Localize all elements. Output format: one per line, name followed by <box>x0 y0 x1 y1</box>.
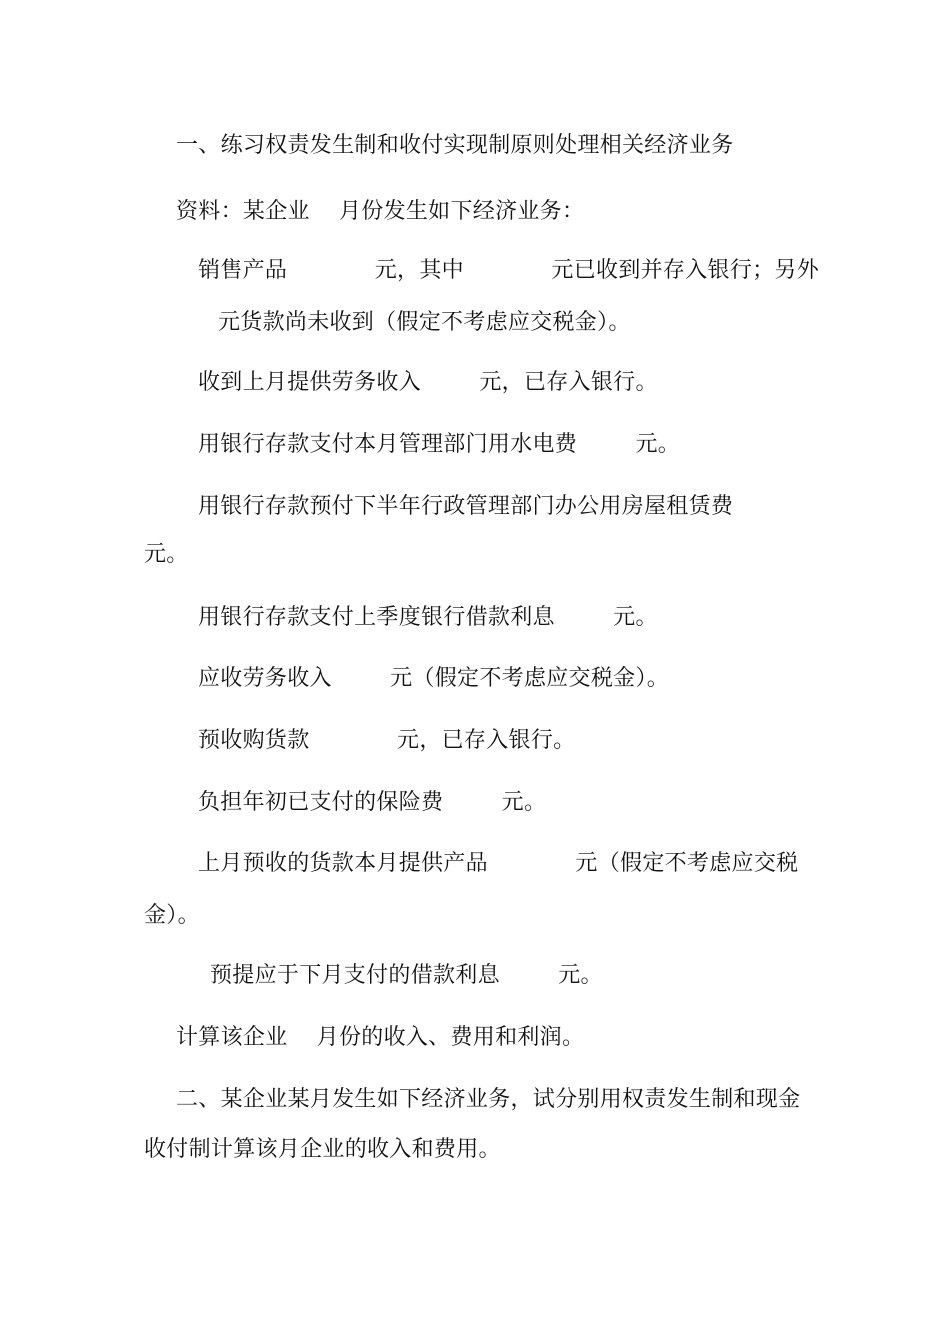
item-rent-line-2: 元。 <box>144 542 189 567</box>
task-calculate: 计算该企业 月份的收入、费用和利润。 <box>176 1025 585 1050</box>
item-utilities: 用银行存款支付本月管理部门用水电费 元。 <box>198 432 681 457</box>
item-prepaid-goods-line-2: 金）。 <box>144 903 200 928</box>
item-rent-line-1: 用银行存款预付下半年行政管理部门办公用房屋租赁费 <box>198 494 734 519</box>
item-advance-receipt: 预收购货款 元，已存入银行。 <box>198 728 576 753</box>
item-prepaid-goods-line-1: 上月预收的货款本月提供产品 元（假定不考虑应交税 <box>198 851 799 876</box>
section-heading-2-line-2: 收付制计算该月企业的收入和费用。 <box>144 1137 501 1162</box>
item-receivable: 应收劳务收入 元（假定不考虑应交税金）。 <box>198 666 670 691</box>
item-sales-line-2: 元货款尚未收到（假定不考虑应交税金）。 <box>218 310 631 335</box>
item-accrued-interest: 预提应于下月支付的借款利息 元。 <box>210 963 603 988</box>
item-interest-paid: 用银行存款支付上季度银行借款利息 元。 <box>198 605 658 630</box>
section-heading-2-line-1: 二、某企业某月发生如下经济业务，试分别用权责发生制和现金 <box>176 1087 801 1112</box>
item-sales-line-1: 销售产品 元，其中 元已收到并存入银行；另外 <box>198 258 820 283</box>
materials-intro: 资料：某企业 月份发生如下经济业务： <box>176 199 585 224</box>
section-heading-1: 一、练习权责发生制和收付实现制原则处理相关经济业务 <box>176 133 734 158</box>
item-service-income: 收到上月提供劳务收入 元，已存入银行。 <box>198 370 658 395</box>
item-insurance: 负担年初已支付的保险费 元。 <box>198 790 547 815</box>
